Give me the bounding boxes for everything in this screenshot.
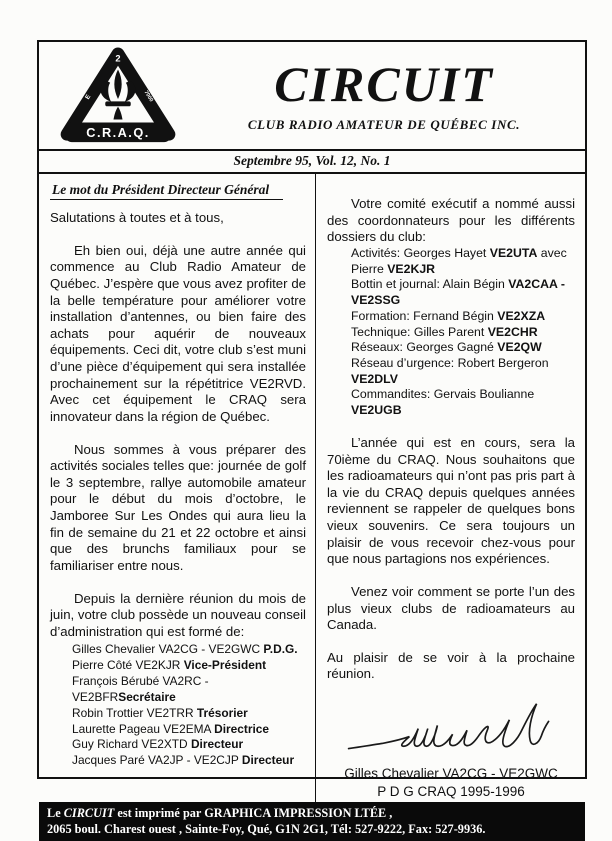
logo-top-number: 2 [115, 53, 121, 64]
signature-block [327, 699, 575, 801]
signature-title: P D G CRAQ 1995-1996 [377, 784, 525, 800]
coordinators-list [351, 246, 575, 419]
paragraph: Depuis la dernière réunion du mois de juin, votre club possède un nouveau conseil d’administration qui est formé de: [50, 590, 306, 639]
paragraph: L’année qui est en cours, sera la 70ième du CRAQ. Nous souhaitons que les radioamateurs qui n’ont pas pris part à la vie du CRAQ depuis quelques années reviennent se rappeler de quelques bons vieux souvenirs. Ce sera toujours un plaisir de vous recevoir chez-vous pour que nous partagions nos expériences. [327, 434, 575, 567]
list-item: Gilles Chevalier VA2CG - VE2GWC P.D.G. [72, 642, 298, 657]
left-column [39, 174, 316, 802]
paragraph-salutation: Salutations à toutes et à tous, [50, 210, 224, 225]
list-item: Technique: Gilles Parent VE2CHR [351, 324, 538, 339]
newsletter-subtitle: CLUB RADIO AMATEUR DE QUÉBEC INC. [247, 117, 521, 133]
masthead-titles [197, 55, 585, 134]
list-item: Commandites: Gervais Boulianne VE2UGB [351, 387, 535, 418]
paragraph: Eh bien oui, déjà une autre année qui commence au Club Radio Amateur de Québec. J’espère que vous avez profiter de la belle température pour améliorer votre installation d’antennes, ou bien faire des achats pour aquérir de nouveaux équipements. Ceci dit, votre club s’est muni d’une pièce d’équipement qui sera installée prochainement sur la répétitrice VE2RVD. Avec cet équipement le CRAQ sera innovateur dans la région de Québec. [50, 242, 306, 424]
right-column [316, 174, 585, 802]
imprint-rest: est imprimé par GRAPHICA IMPRESSION LTÉE , [114, 805, 393, 820]
list-item: Formation: Fernand Bégin VE2XZA [351, 308, 546, 323]
list-item: Pierre Côté VE2KJR Vice-Président [72, 658, 267, 673]
list-item: Laurette Pageau VE2EMA Directrice [72, 721, 269, 736]
page-border [37, 40, 587, 836]
officers-list [72, 642, 306, 769]
logo-banner-text: C.R.A.Q. [86, 124, 150, 140]
paragraph-closing: Au plaisir de se voir à la prochaine réunion. [327, 649, 575, 682]
club-logo [39, 46, 197, 146]
logo-left-edge-letter: E [84, 93, 93, 101]
issue-dateline: Septembre 95, Vol. 12, No. 1 [39, 149, 585, 174]
paragraph: Votre comité exécutif a nommé aussi des coordonnateurs pour les différents dossiers du club: [327, 196, 575, 245]
craq-logo-icon [59, 46, 177, 146]
list-item: Réseaux: Georges Gagné VE2QW [351, 340, 542, 355]
imprint-prefix: Le [47, 805, 64, 820]
article-body [39, 174, 585, 802]
list-item: Jacques Paré VA2JP - VE2CJP Directeur [72, 753, 295, 768]
printer-imprint [39, 802, 585, 841]
paragraph: Nous sommes à vous préparer des activités sociales telles que: journée de golf le 3 septembre, rallye automobile amateur pour le début du mois d’octobre, le Jamboree Sur Les Ondes qui aura lieu la fin de semaine du 21 et 22 octobre et ainsi que des brunchs familiaux pour se familiariser entre nous. [50, 441, 306, 573]
article-heading: Le mot du Président Directeur Général [50, 182, 283, 200]
signature-name: Gilles Chevalier VA2CG - VE2GWC [344, 766, 558, 782]
imprint-line-1 [47, 805, 577, 821]
list-item: Guy Richard VE2XTD Directeur [72, 737, 244, 752]
handwritten-signature [327, 699, 575, 763]
list-item: François Bérubé VA2RC - VE2BFRSecrétaire [72, 674, 209, 704]
newsletter-title: CIRCUIT [274, 55, 494, 112]
masthead [39, 42, 585, 149]
list-item: Bottin et journal: Alain Bégin VA2CAA - VE2SSG [351, 277, 565, 308]
imprint-line-2: 2065 boul. Charest ouest , Sainte-Foy, Qué, G1N 2G1, Tél: 527-9222, Fax: 527-9936. [47, 821, 486, 836]
list-item: Activités: Georges Hayet VE2UTA avec Pierre VE2KJR [351, 245, 567, 276]
logo-right-edge-text: 7000 [142, 89, 154, 103]
imprint-title: CIRCUIT [63, 805, 115, 820]
list-item: Robin Trottier VE2TRR Trésorier [72, 705, 248, 720]
list-item: Réseau d’urgence: Robert Bergeron VE2DLV [351, 356, 549, 386]
paragraph: Venez voir comment se porte l’un des plus vieux clubs de radioamateurs au Canada. [327, 583, 575, 633]
